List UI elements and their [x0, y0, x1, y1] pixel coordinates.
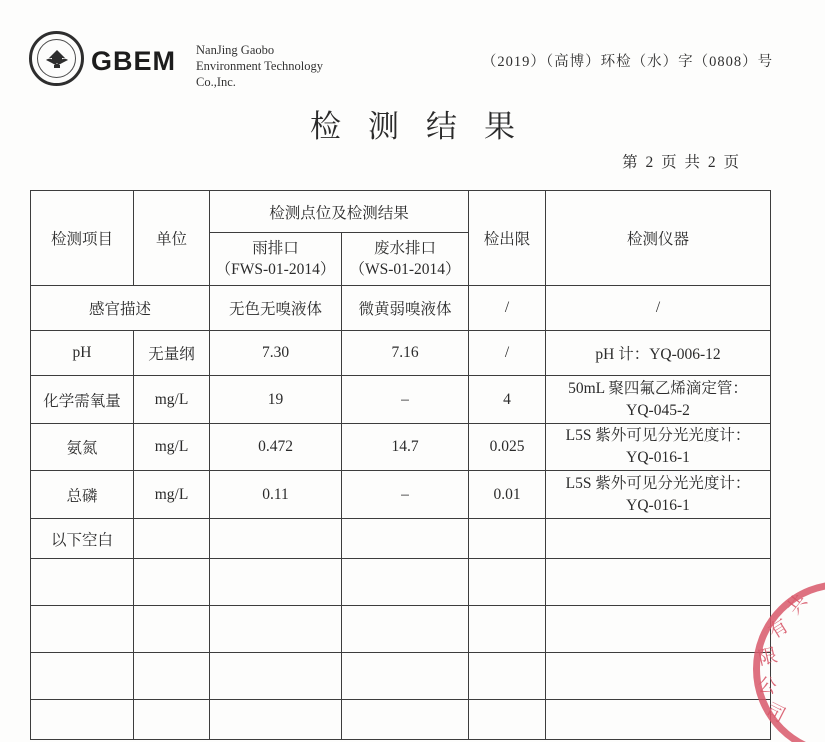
cell-rain-value: 19 [210, 376, 342, 424]
cell-limit [469, 519, 546, 559]
cell-rain-value [210, 700, 342, 740]
company-seal-logo [29, 31, 84, 86]
cell-wastewater-value [342, 606, 469, 653]
cell-instrument [546, 376, 771, 424]
cell-limit: / [469, 331, 546, 376]
cell-rain-value: 0.472 [210, 424, 342, 471]
cell-item: pH [31, 331, 134, 376]
cell-instrument [546, 653, 771, 700]
cell-unit: mg/L [134, 424, 210, 471]
company-name-line2: Environment Technology [196, 59, 323, 73]
cell-item: 化学需氧量 [31, 376, 134, 424]
table-row-empty [31, 700, 771, 740]
stamp-character: 公 [756, 674, 778, 699]
instrument-code: YQ-045-2 [626, 401, 690, 419]
cell-wastewater-value [342, 700, 469, 740]
rain-outlet-name: 雨排口 [252, 240, 299, 257]
table-row-ph [31, 331, 771, 376]
cell-item: 氨氮 [31, 424, 134, 471]
table-row-phosphorus [31, 471, 771, 519]
cell-wastewater-value: 7.16 [342, 331, 469, 376]
cell-unit [134, 519, 210, 559]
cell-wastewater-value: 14.7 [342, 424, 469, 471]
cell-item [31, 700, 134, 740]
cell-item [31, 653, 134, 700]
cell-instrument: pH 计：YQ-006-12 [546, 331, 771, 376]
col-header-instrument: 检测仪器 [546, 191, 771, 286]
cell-limit: 4 [469, 376, 546, 424]
cell-rain-value [210, 559, 342, 606]
cell-rain-value [210, 653, 342, 700]
cell-unit [134, 559, 210, 606]
cell-instrument [546, 559, 771, 606]
cell-limit [469, 606, 546, 653]
cell-rain-value [210, 606, 342, 653]
cell-unit: mg/L [134, 471, 210, 519]
cell-wastewater-value: – [342, 471, 469, 519]
results-table [30, 190, 771, 740]
wastewater-outlet-name: 废水排口 [374, 240, 437, 257]
cell-item: 感官描述 [31, 286, 210, 331]
instrument-name: 50mL 聚四氟乙烯滴定管： [568, 379, 748, 397]
cell-limit: 0.01 [469, 471, 546, 519]
cell-instrument [546, 700, 771, 740]
cell-unit [134, 700, 210, 740]
cell-instrument [546, 519, 771, 559]
cell-instrument: / [546, 286, 771, 331]
cell-rain-value: 0.11 [210, 471, 342, 519]
cell-item [31, 606, 134, 653]
instrument-name: L5S 紫外可见分光光度计： [565, 474, 751, 492]
cell-wastewater-value: – [342, 376, 469, 424]
cell-unit [134, 653, 210, 700]
cell-item [31, 559, 134, 606]
col-header-points-group: 检测点位及检测结果 [210, 191, 469, 233]
page-number: 第 2 页 共 2 页 [622, 154, 741, 171]
cell-unit [134, 606, 210, 653]
report-title: 检测结果 [310, 109, 542, 144]
cell-rain-value: 无色无嗅液体 [210, 286, 342, 331]
cell-rain-value [210, 519, 342, 559]
instrument-code: YQ-016-1 [626, 496, 690, 514]
table-header-row-1 [31, 191, 771, 233]
cell-item: 以下空白 [31, 519, 134, 559]
document-number: （2019）（高博）环检（水）字（0808）号 [481, 54, 774, 70]
seal-inner-ring [37, 39, 76, 78]
col-header-wastewater-outlet [342, 233, 469, 286]
col-header-rain-outlet [210, 233, 342, 286]
logo-wordmark: GBEM [91, 46, 176, 76]
table-row-empty [31, 653, 771, 700]
table-row-sensory [31, 286, 771, 331]
cell-rain-value: 7.30 [210, 331, 342, 376]
stamp-character: 有 [765, 615, 793, 644]
col-header-detection-limit: 检出限 [469, 191, 546, 286]
wastewater-outlet-code: （WS-01-2014） [349, 261, 461, 278]
cell-instrument [546, 606, 771, 653]
table-row-empty [31, 559, 771, 606]
cell-limit: / [469, 286, 546, 331]
cell-instrument [546, 471, 771, 519]
company-name-line3: Co.,Inc. [196, 75, 236, 89]
cell-wastewater-value: 微黄弱嗅液体 [342, 286, 469, 331]
cell-unit: mg/L [134, 376, 210, 424]
instrument-code: YQ-016-1 [626, 449, 690, 466]
cell-instrument [546, 424, 771, 471]
cell-wastewater-value [342, 653, 469, 700]
cell-limit [469, 700, 546, 740]
cell-limit [469, 653, 546, 700]
stamp-character: 司 [761, 699, 789, 728]
company-name [196, 42, 323, 90]
seal-emblem-icon [44, 47, 70, 71]
table-row-blank-below [31, 519, 771, 559]
stamp-character: 共 [783, 590, 812, 619]
stamp-character: 限 [756, 645, 780, 670]
cell-limit [469, 559, 546, 606]
cell-limit: 0.025 [469, 424, 546, 471]
company-name-line1: NanJing Gaobo [196, 43, 275, 57]
table-row-cod [31, 376, 771, 424]
cell-wastewater-value [342, 559, 469, 606]
col-header-unit: 单位 [134, 191, 210, 286]
table-row-ammonia [31, 424, 771, 471]
cell-wastewater-value [342, 519, 469, 559]
instrument-name: L5S 紫外可见分光光度计： [565, 427, 751, 444]
table-row-empty [31, 606, 771, 653]
cell-item: 总磷 [31, 471, 134, 519]
col-header-item: 检测项目 [31, 191, 134, 286]
rain-outlet-code: （FWS-01-2014） [215, 261, 336, 278]
cell-unit: 无量纲 [134, 331, 210, 376]
